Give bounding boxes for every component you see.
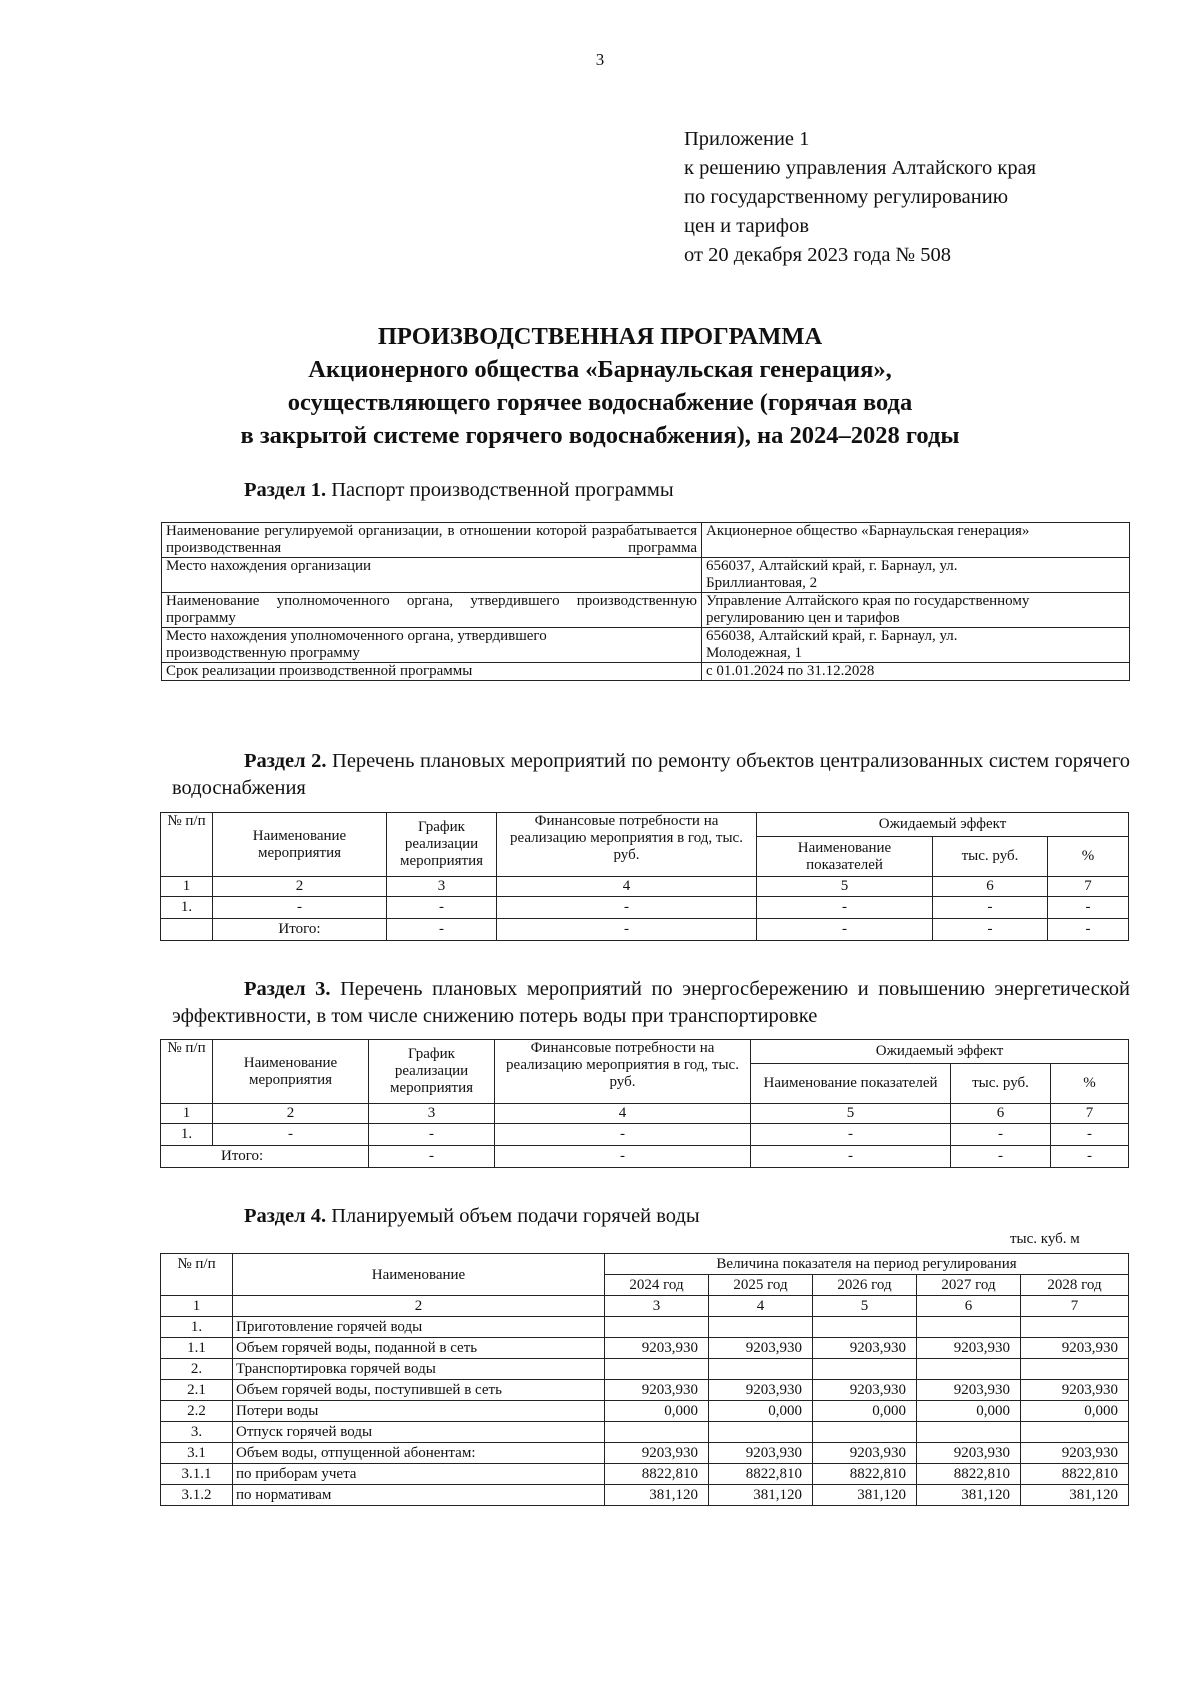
value-cell: 0,000 bbox=[709, 1401, 813, 1422]
table-cell: 656038, Алтайский край, г. Барнаул, ул. Молодежная, 1 bbox=[702, 628, 1130, 663]
table-cell: - bbox=[1048, 919, 1129, 941]
appendix-line: по государственному регулированию bbox=[684, 186, 1009, 208]
value-cell: 381,120 bbox=[813, 1485, 917, 1506]
table-cell: 7 bbox=[1048, 877, 1129, 897]
title-line: осуществляющего горячее водоснабжение (горячая вода bbox=[287, 389, 913, 416]
header-year: 2026 год bbox=[813, 1275, 917, 1296]
header-num: № п/п bbox=[161, 1254, 233, 1296]
table-cell: - bbox=[1051, 1124, 1129, 1146]
table-cell: - bbox=[213, 1124, 369, 1146]
table-cell: Акционерное общество «Барнаульская генерация» bbox=[702, 523, 1130, 558]
total-label: Итого: bbox=[213, 919, 387, 941]
header-pct: % bbox=[1048, 837, 1129, 877]
value-cell bbox=[1021, 1422, 1129, 1443]
table-cell: Срок реализации производственной программы bbox=[162, 663, 702, 681]
table-row bbox=[162, 628, 1130, 663]
table-row bbox=[162, 558, 1130, 593]
row-number: 2. bbox=[161, 1359, 233, 1380]
value-cell: 9203,930 bbox=[1021, 1443, 1129, 1464]
table-row bbox=[161, 1254, 1129, 1275]
value-cell bbox=[813, 1359, 917, 1380]
table-row bbox=[162, 523, 1130, 558]
table-cell: - bbox=[387, 919, 497, 941]
table-cell: 3 bbox=[369, 1104, 495, 1124]
table-row bbox=[161, 1401, 1129, 1422]
table-row bbox=[161, 897, 1129, 919]
table-cell: 4 bbox=[495, 1104, 751, 1124]
table-cell: 1 bbox=[161, 1104, 213, 1124]
value-cell: 9203,930 bbox=[709, 1380, 813, 1401]
value-cell: 9203,930 bbox=[605, 1443, 709, 1464]
value-cell bbox=[605, 1422, 709, 1443]
table-cell: - bbox=[213, 897, 387, 919]
section2-heading bbox=[172, 748, 1130, 802]
table-row bbox=[161, 1146, 1129, 1168]
water-volume-table bbox=[160, 1253, 1129, 1506]
energy-events-table bbox=[160, 1039, 1129, 1168]
value-cell: 0,000 bbox=[605, 1401, 709, 1422]
appendix-line: Приложение 1 bbox=[684, 128, 810, 150]
header-effect: Ожидаемый эффект bbox=[757, 813, 1129, 837]
page-number: 3 bbox=[595, 50, 605, 69]
value-cell bbox=[709, 1422, 813, 1443]
value-cell: 381,120 bbox=[605, 1485, 709, 1506]
row-name: Транспортировка горячей воды bbox=[233, 1359, 605, 1380]
value-cell bbox=[917, 1317, 1021, 1338]
table-cell: 1. bbox=[161, 897, 213, 919]
table-cell: - bbox=[757, 919, 933, 941]
table-cell: 3 bbox=[605, 1296, 709, 1317]
value-cell: 9203,930 bbox=[917, 1338, 1021, 1359]
table-row bbox=[161, 1338, 1129, 1359]
table-cell: - bbox=[951, 1124, 1051, 1146]
table-cell: - bbox=[933, 919, 1048, 941]
section-label: Раздел 3. bbox=[244, 978, 331, 1000]
table-cell: 6 bbox=[917, 1296, 1021, 1317]
row-number: 1.1 bbox=[161, 1338, 233, 1359]
table-cell: - bbox=[495, 1146, 751, 1168]
table-row bbox=[161, 1104, 1129, 1124]
total-label: Итого: bbox=[161, 1146, 369, 1168]
table-row bbox=[161, 1296, 1129, 1317]
row-name: Потери воды bbox=[233, 1401, 605, 1422]
table-cell: - bbox=[751, 1146, 951, 1168]
row-number: 3.1.2 bbox=[161, 1485, 233, 1506]
table-cell: 2 bbox=[213, 877, 387, 897]
table-cell: 1 bbox=[161, 1296, 233, 1317]
row-number: 2.2 bbox=[161, 1401, 233, 1422]
header-year: 2025 год bbox=[709, 1275, 813, 1296]
section3-heading bbox=[172, 976, 1130, 1030]
table-row bbox=[161, 1464, 1129, 1485]
header-year: 2028 год bbox=[1021, 1275, 1129, 1296]
section-label: Раздел 1. bbox=[244, 479, 327, 501]
table-cell: 7 bbox=[1021, 1296, 1129, 1317]
table-cell: Наименование регулируемой организации, в отношении которой разрабатывается производственная программа bbox=[162, 523, 702, 558]
table-row bbox=[161, 877, 1129, 897]
table-cell: 7 bbox=[1051, 1104, 1129, 1124]
table-row bbox=[161, 813, 1129, 837]
header-num: № п/п bbox=[161, 1040, 213, 1104]
table-cell: 1. bbox=[161, 1124, 213, 1146]
header-finance: Финансовые потребности на реализацию мероприятия в год, тыс. руб. bbox=[495, 1040, 751, 1104]
value-cell: 381,120 bbox=[917, 1485, 1021, 1506]
row-name: Объем воды, отпущенной абонентам: bbox=[233, 1443, 605, 1464]
value-cell: 9203,930 bbox=[709, 1443, 813, 1464]
value-cell: 9203,930 bbox=[605, 1338, 709, 1359]
header-pct: % bbox=[1051, 1064, 1129, 1104]
header-schedule: График реализации мероприятия bbox=[387, 813, 497, 877]
table-cell: - bbox=[751, 1124, 951, 1146]
value-cell bbox=[1021, 1359, 1129, 1380]
table-cell: - bbox=[933, 897, 1048, 919]
value-cell bbox=[709, 1359, 813, 1380]
table-row bbox=[162, 593, 1130, 628]
table-row bbox=[161, 1443, 1129, 1464]
table-row bbox=[161, 1359, 1129, 1380]
header-schedule: График реализации мероприятия bbox=[369, 1040, 495, 1104]
header-rub: тыс. руб. bbox=[951, 1064, 1051, 1104]
table-cell: с 01.01.2024 по 31.12.2028 bbox=[702, 663, 1130, 681]
table-cell: - bbox=[1048, 897, 1129, 919]
header-effect: Ожидаемый эффект bbox=[751, 1040, 1129, 1064]
value-cell: 381,120 bbox=[1021, 1485, 1129, 1506]
value-cell bbox=[1021, 1317, 1129, 1338]
header-name: Наименование мероприятия bbox=[213, 1040, 369, 1104]
table-cell: 656037, Алтайский край, г. Барнаул, ул. Бриллиантовая, 2 bbox=[702, 558, 1130, 593]
row-number: 2.1 bbox=[161, 1380, 233, 1401]
table-cell: 2 bbox=[213, 1104, 369, 1124]
section-text: Планируемый объем подачи горячей воды bbox=[331, 1205, 700, 1227]
row-name: Объем горячей воды, поданной в сеть bbox=[233, 1338, 605, 1359]
passport-table bbox=[161, 522, 1130, 681]
table-cell: Наименование уполномоченного органа, утвердившего производственную программу bbox=[162, 593, 702, 628]
value-cell bbox=[813, 1422, 917, 1443]
section-text: Перечень плановых мероприятий по энергосбережению и повышению энергетической эффективности, в том числе снижению потерь воды при транспортировке bbox=[172, 978, 1130, 1027]
value-cell: 9203,930 bbox=[709, 1338, 813, 1359]
table-cell: - bbox=[497, 919, 757, 941]
table-cell: 5 bbox=[757, 877, 933, 897]
section-text: Перечень плановых мероприятий по ремонту объектов централизованных систем горячего водоснабжения bbox=[172, 750, 1130, 799]
table-cell: Управление Алтайского края по государственному регулированию цен и тарифов bbox=[702, 593, 1130, 628]
table-cell: - bbox=[497, 897, 757, 919]
table-cell: 2 bbox=[233, 1296, 605, 1317]
table-cell: 1 bbox=[161, 877, 213, 897]
value-cell bbox=[709, 1317, 813, 1338]
value-cell bbox=[605, 1359, 709, 1380]
appendix-line: к решению управления Алтайского края bbox=[684, 157, 1037, 179]
table-row bbox=[161, 1485, 1129, 1506]
header-num: № п/п bbox=[161, 813, 213, 877]
table-cell: - bbox=[951, 1146, 1051, 1168]
table-cell: Место нахождения организации bbox=[162, 558, 702, 593]
row-number: 3. bbox=[161, 1422, 233, 1443]
row-name: по приборам учета bbox=[233, 1464, 605, 1485]
value-cell: 9203,930 bbox=[1021, 1338, 1129, 1359]
table-cell: - bbox=[387, 897, 497, 919]
table-row bbox=[161, 1124, 1129, 1146]
table-cell: - bbox=[369, 1146, 495, 1168]
table-cell: 6 bbox=[933, 877, 1048, 897]
table-cell: 5 bbox=[751, 1104, 951, 1124]
value-cell bbox=[813, 1317, 917, 1338]
row-name: Приготовление горячей воды bbox=[233, 1317, 605, 1338]
table-row bbox=[161, 1422, 1129, 1443]
table-cell: 4 bbox=[497, 877, 757, 897]
title-line: Акционерного общества «Барнаульская генерация», bbox=[308, 356, 892, 383]
table-cell: 5 bbox=[813, 1296, 917, 1317]
table-row bbox=[162, 663, 1130, 681]
row-name: по нормативам bbox=[233, 1485, 605, 1506]
value-cell bbox=[917, 1359, 1021, 1380]
header-indicators: Наименование показателей bbox=[751, 1064, 951, 1104]
section-label: Раздел 2. bbox=[244, 750, 327, 772]
unit-label: тыс. куб. м bbox=[1010, 1231, 1080, 1247]
appendix-line: от 20 декабря 2023 года № 508 bbox=[684, 244, 951, 266]
value-cell: 8822,810 bbox=[709, 1464, 813, 1485]
title-line: в закрытой системе горячего водоснабжения), на 2024–2028 годы bbox=[240, 422, 960, 449]
value-cell: 8822,810 bbox=[1021, 1464, 1129, 1485]
title-line: ПРОИЗВОДСТВЕННАЯ ПРОГРАММА bbox=[377, 323, 823, 350]
table-cell bbox=[161, 919, 213, 941]
repair-events-table bbox=[160, 812, 1129, 941]
value-cell: 9203,930 bbox=[605, 1380, 709, 1401]
value-cell: 9203,930 bbox=[813, 1380, 917, 1401]
value-cell: 9203,930 bbox=[813, 1443, 917, 1464]
table-row bbox=[161, 1317, 1129, 1338]
appendix-block bbox=[684, 125, 1036, 270]
value-cell: 9203,930 bbox=[917, 1443, 1021, 1464]
table-cell: - bbox=[757, 897, 933, 919]
header-period: Величина показателя на период регулирования bbox=[605, 1254, 1129, 1275]
value-cell: 8822,810 bbox=[605, 1464, 709, 1485]
row-number: 3.1 bbox=[161, 1443, 233, 1464]
header-name: Наименование мероприятия bbox=[213, 813, 387, 877]
value-cell bbox=[605, 1317, 709, 1338]
value-cell: 9203,930 bbox=[1021, 1380, 1129, 1401]
appendix-line: цен и тарифов bbox=[684, 215, 810, 237]
table-row bbox=[161, 1380, 1129, 1401]
row-name: Отпуск горячей воды bbox=[233, 1422, 605, 1443]
table-row bbox=[161, 919, 1129, 941]
header-name: Наименование bbox=[233, 1254, 605, 1296]
table-row bbox=[161, 1040, 1129, 1064]
value-cell: 0,000 bbox=[917, 1401, 1021, 1422]
header-finance: Финансовые потребности на реализацию мероприятия в год, тыс. руб. bbox=[497, 813, 757, 877]
section4-heading bbox=[244, 1203, 700, 1230]
row-name: Объем горячей воды, поступившей в сеть bbox=[233, 1380, 605, 1401]
row-number: 1. bbox=[161, 1317, 233, 1338]
header-year: 2024 год bbox=[605, 1275, 709, 1296]
section1-heading bbox=[244, 477, 674, 504]
section-label: Раздел 4. bbox=[244, 1205, 327, 1227]
header-year: 2027 год bbox=[917, 1275, 1021, 1296]
header-indicators: Наименование показателей bbox=[757, 837, 933, 877]
value-cell: 9203,930 bbox=[917, 1380, 1021, 1401]
row-number: 3.1.1 bbox=[161, 1464, 233, 1485]
value-cell bbox=[917, 1422, 1021, 1443]
header-rub: тыс. руб. bbox=[933, 837, 1048, 877]
table-cell: 3 bbox=[387, 877, 497, 897]
value-cell: 381,120 bbox=[709, 1485, 813, 1506]
table-cell: 4 bbox=[709, 1296, 813, 1317]
document-title bbox=[0, 320, 1200, 452]
value-cell: 8822,810 bbox=[813, 1464, 917, 1485]
value-cell: 9203,930 bbox=[813, 1338, 917, 1359]
value-cell: 0,000 bbox=[1021, 1401, 1129, 1422]
table-cell: - bbox=[495, 1124, 751, 1146]
table-cell: 6 bbox=[951, 1104, 1051, 1124]
value-cell: 0,000 bbox=[813, 1401, 917, 1422]
table-cell: - bbox=[369, 1124, 495, 1146]
table-cell: Место нахождения уполномоченного органа, утвердившего производственную программу bbox=[162, 628, 702, 663]
section-text: Паспорт производственной программы bbox=[331, 479, 674, 501]
value-cell: 8822,810 bbox=[917, 1464, 1021, 1485]
table-cell: - bbox=[1051, 1146, 1129, 1168]
